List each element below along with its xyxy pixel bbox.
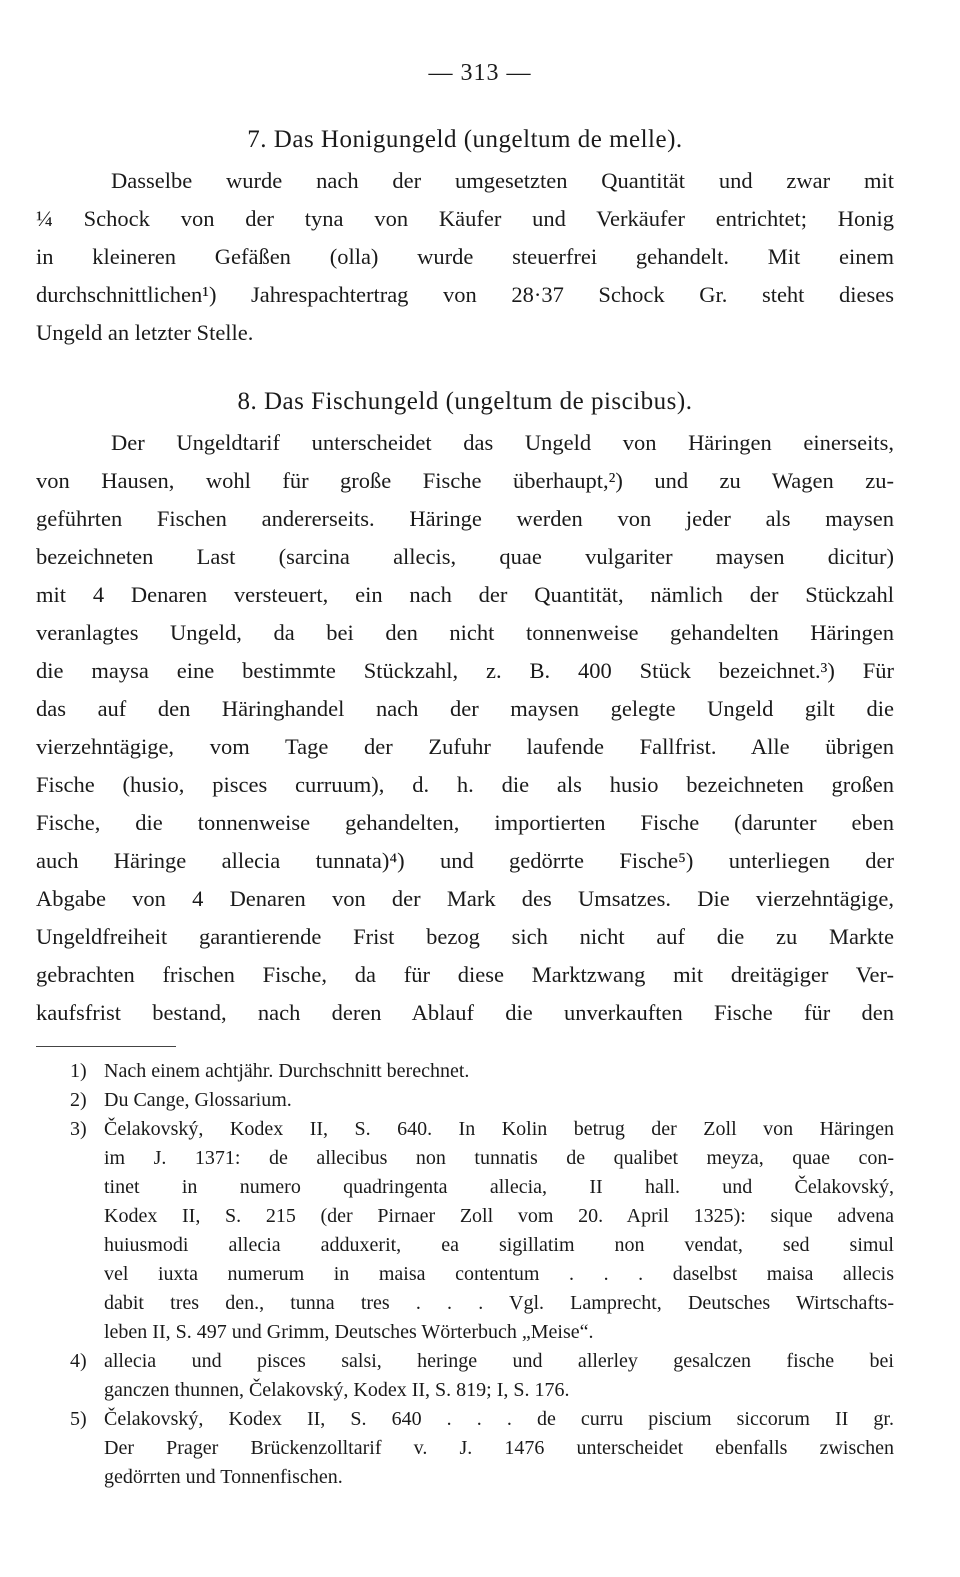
section-7-body: [36, 162, 894, 352]
footnote-line: dabit tres den., tunna tres . . . Vgl. Lamprecht, Deutsches Wirtschafts-: [104, 1292, 894, 1314]
text-line: Der Ungeldtarif unterscheidet das Ungeld von Häringen einerseits,: [111, 430, 894, 455]
footnote-line: Kodex II, S. 215 (der Pirnaer Zoll vom 20. April 1325): sique advena: [104, 1205, 894, 1227]
text-line: auch Häringe allecia tunnata)⁴) und gedörrte Fische⁵) unterliegen der: [36, 848, 894, 873]
text-line: ¼ Schock von der tyna von Käufer und Verkäufer entrichtet; Honig: [36, 206, 894, 231]
footnote-1: [70, 1057, 894, 1086]
page-number: — 313 —: [428, 60, 532, 86]
footnote-line: huiusmodi allecia adduxerit, ea sigillatim non vendat, sed simul: [104, 1234, 894, 1256]
text-line: kaufsfrist bestand, nach deren Ablauf die unverkauften Fische für den: [36, 1000, 894, 1025]
text-line: Fische (husio, pisces curruum), d. h. die als husio bezeichneten großen: [36, 772, 894, 797]
footnote-line: ganczen thunnen, Čelakovský, Kodex II, S. 819; I, S. 176.: [104, 1379, 570, 1401]
text-line: die maysa eine bestimmte Stückzahl, z. B. 400 Stück bezeichnet.³) Für: [36, 658, 894, 683]
footnote-line: Der Prager Brückenzolltarif v. J. 1476 unterscheidet ebenfalls zwischen: [104, 1437, 894, 1459]
footnote-2: [70, 1086, 894, 1115]
footnote-line: Nach einem achtjähr. Durchschnitt berechnet.: [104, 1060, 470, 1082]
footnote-body: [104, 1057, 894, 1086]
footnote-body: [104, 1405, 894, 1492]
text-line: Ungeld an letzter Stelle.: [36, 320, 254, 345]
footnote-line: Čelakovský, Kodex II, S. 640 . . . de curru piscium siccorum II gr.: [104, 1408, 894, 1430]
footnote-line: im J. 1371: de allecibus non tunnatis de qualibet meyza, quae con-: [104, 1147, 894, 1169]
footnote-3: [70, 1115, 894, 1347]
footnote-line: gedörrten und Tonnenfischen.: [104, 1466, 343, 1488]
footnote-body: [104, 1115, 894, 1347]
footnote-number: 1): [70, 1060, 87, 1082]
footnote-separator: [36, 1046, 176, 1047]
text-line: gebrachten frischen Fische, da für diese Marktzwang mit dreitägiger Ver-: [36, 962, 894, 987]
text-line: bezeichneten Last (sarcina allecis, quae vulgariter maysen dicitur): [36, 544, 894, 569]
section-7-heading: 7. Das Honigungeld (ungeltum de melle).: [247, 126, 683, 153]
footnote-4: [70, 1347, 894, 1405]
footnote-number: 4): [70, 1350, 87, 1372]
footnote-line: vel iuxta numerum in maisa contentum . . . daselbst maisa allecis: [104, 1263, 894, 1285]
footnote-5: [70, 1405, 894, 1492]
text-line: in kleineren Gefäßen (olla) wurde steuerfrei gehandelt. Mit einem: [36, 244, 894, 269]
text-line: Fische, die tonnenweise gehandelten, importierten Fische (darunter eben: [36, 810, 894, 835]
text-line: durchschnittlichen¹) Jahrespachtertrag von 28·37 Schock Gr. steht dieses: [36, 282, 894, 307]
text-line: mit 4 Denaren versteuert, ein nach der Quantität, nämlich der Stückzahl: [36, 582, 894, 607]
text-line: veranlagtes Ungeld, da bei den nicht tonnenweise gehandelten Häringen: [36, 620, 894, 645]
footnote-line: Čelakovský, Kodex II, S. 640. In Kolin betrug der Zoll von Häringen: [104, 1118, 894, 1140]
footnote-body: [104, 1347, 894, 1405]
footnote-line: tinet in numero quadringenta allecia, II hall. und Čelakovský,: [104, 1176, 894, 1198]
text-line: vierzehntägige, vom Tage der Zufuhr laufende Fallfrist. Alle übrigen: [36, 734, 894, 759]
footnote-number: 3): [70, 1118, 87, 1140]
footnote-line: leben II, S. 497 und Grimm, Deutsches Wörterbuch „Meise“.: [104, 1321, 594, 1343]
text-line: Abgabe von 4 Denaren von der Mark des Umsatzes. Die vierzehntägige,: [36, 886, 894, 911]
footnote-body: [104, 1086, 894, 1115]
text-line: von Hausen, wohl für große Fische überhaupt,²) und zu Wagen zu-: [36, 468, 894, 493]
text-line: Ungeldfreiheit garantierende Frist bezog sich nicht auf die zu Markte: [36, 924, 894, 949]
text-line: geführten Fischen andererseits. Häringe werden von jeder als maysen: [36, 506, 894, 531]
text-line: das auf den Häringhandel nach der maysen gelegte Ungeld gilt die: [36, 696, 894, 721]
footnote-line: Du Cange, Glossarium.: [104, 1089, 292, 1111]
footnote-line: allecia und pisces salsi, heringe und allerley gesalczen fische bei: [104, 1350, 894, 1372]
text-line: Dasselbe wurde nach der umgesetzten Quantität und zwar mit: [111, 168, 894, 193]
section-8-body: [36, 424, 894, 1032]
footnote-number: 2): [70, 1089, 87, 1111]
footnotes: [70, 1057, 894, 1492]
section-8-heading: 8. Das Fischungeld (ungeltum de piscibus).: [237, 388, 693, 415]
footnote-number: 5): [70, 1408, 87, 1430]
